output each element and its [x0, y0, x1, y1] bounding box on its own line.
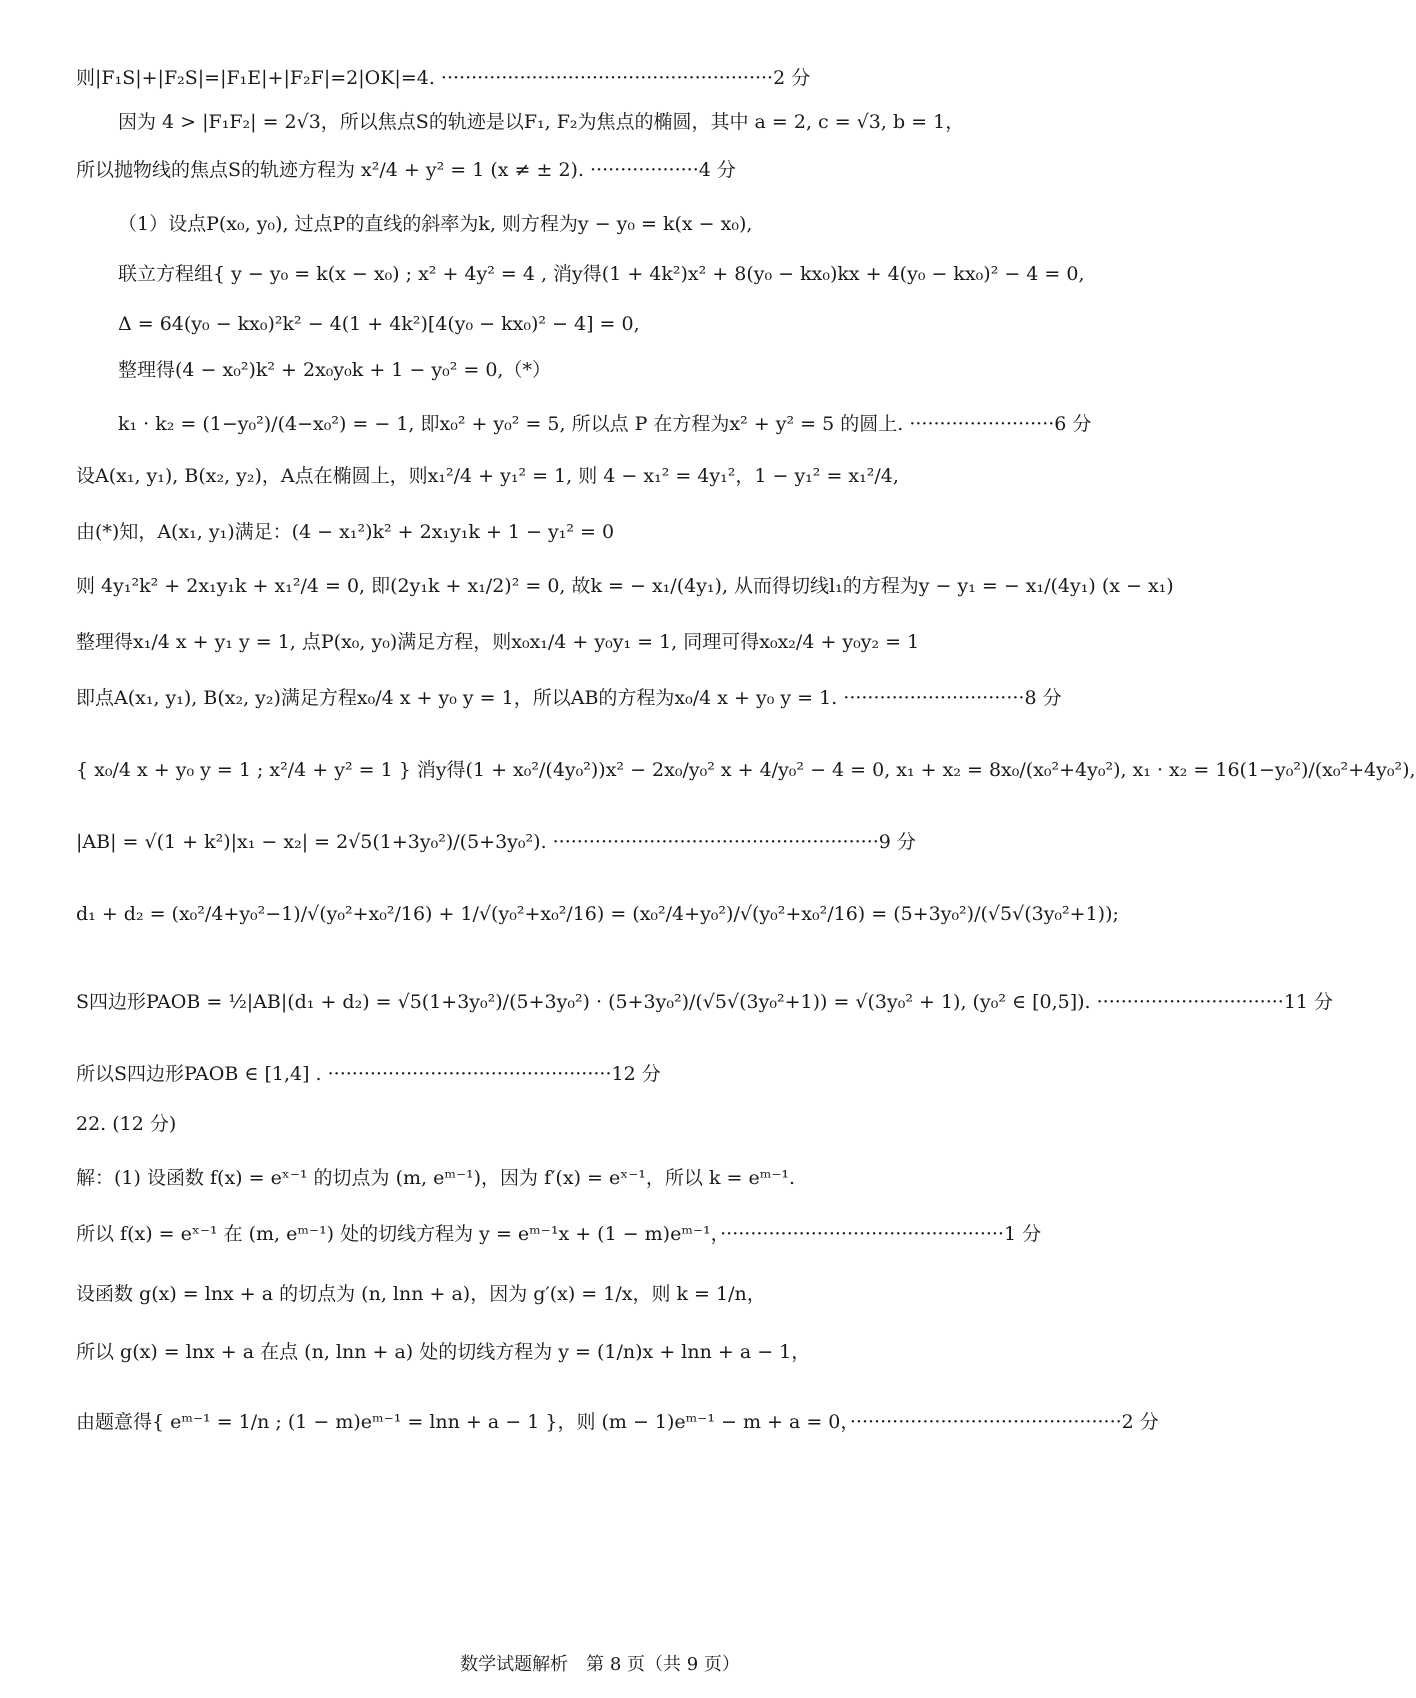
page-footer: 数学试题解析 第 8 页（共 9 页）	[460, 1654, 740, 1675]
text-line: Δ = 64(y₀ − kx₀)²k² − 4(1 + 4k²)[4(y₀ − kx₀)² − 4] = 0,	[118, 313, 640, 335]
text-line: 设函数 g(x) = lnx + a 的切点为 (n, lnn + a)，因为 g′(x) = 1/x，则 k = 1/n，	[76, 1283, 766, 1305]
text-line: 所以抛物线的焦点S的轨迹方程为 x²/4 + y² = 1 (x ≠ ± 2). ··················4 分	[76, 159, 736, 181]
text-line: 即点A(x₁, y₁), B(x₂, y₂)满足方程x₀/4 x + y₀ y = 1，所以AB的方程为x₀/4 x + y₀ y = 1. ······························8 分	[76, 687, 1062, 709]
text-line: 所以S四边形PAOB ∈ [1,4] . ···············································12 分	[76, 1063, 661, 1085]
text-line: 由题意得{ eᵐ⁻¹ = 1/n ; (1 − m)eᵐ⁻¹ = lnn + a − 1 }，则 (m − 1)eᵐ⁻¹ − m + a = 0，·············································2 分	[76, 1411, 1159, 1433]
text-line: |AB| = √(1 + k²)|x₁ − x₂| = 2√5(1+3y₀²)/(5+3y₀²). ······················································9 分	[76, 831, 916, 853]
text-line: 因为 4 > |F₁F₂| = 2√3，所以焦点S的轨迹是以F₁, F₂为焦点的椭圆，其中 a = 2, c = √3, b = 1，	[118, 111, 965, 133]
text-line: 则|F₁S|+|F₂S|=|F₁E|+|F₂F|=2|OK|=4. ·······················································2 分	[76, 67, 811, 89]
text-line: S四边形PAOB = ½|AB|(d₁ + d₂) = √5(1+3y₀²)/(5+3y₀²) · (5+3y₀²)/(√5√(3y₀²+1)) = √(3y₀² + 1), (y₀² ∈ [0,5]). ·······························11 分	[76, 991, 1334, 1013]
text-line: 所以 g(x) = lnx + a 在点 (n, lnn + a) 处的切线方程为 y = (1/n)x + lnn + a − 1，	[76, 1341, 811, 1363]
text-line: d₁ + d₂ = (x₀²/4+y₀²−1)/√(y₀²+x₀²/16) + 1/√(y₀²+x₀²/16) = (x₀²/4+y₀²)/√(y₀²+x₀²/16) = (5+3y₀²)/(√5√(3y₀²+1));	[76, 903, 1119, 925]
text-line: 由(*)知，A(x₁, y₁)满足：(4 − x₁²)k² + 2x₁y₁k + 1 − y₁² = 0	[76, 521, 615, 543]
text-line: k₁ · k₂ = (1−y₀²)/(4−x₀²) = − 1, 即x₀² + y₀² = 5, 所以点 P 在方程为x² + y² = 5 的圆上. ························6 分	[118, 413, 1092, 435]
text-line: 整理得(4 − x₀²)k² + 2x₀y₀k + 1 − y₀² = 0,（*）	[118, 359, 551, 381]
text-line: { x₀/4 x + y₀ y = 1 ; x²/4 + y² = 1 } 消y得(1 + x₀²/(4y₀²))x² − 2x₀/y₀² x + 4/y₀² − 4 = 0, x₁ + x₂ = 8x₀/(x₀²+4y₀²), x₁ · x₂ = 16(1−y₀²)/(x₀²+4y₀²),	[76, 759, 1416, 781]
text-line: （1）设点P(x₀, y₀), 过点P的直线的斜率为k, 则方程为y − y₀ = k(x − x₀),	[118, 213, 753, 235]
text-line: 所以 f(x) = eˣ⁻¹ 在 (m, eᵐ⁻¹) 处的切线方程为 y = eᵐ⁻¹x + (1 − m)eᵐ⁻¹，···············································1 分	[76, 1223, 1042, 1245]
section-heading: 22. (12 分)	[76, 1113, 177, 1135]
text-line: 则 4y₁²k² + 2x₁y₁k + x₁²/4 = 0, 即(2y₁k + x₁/2)² = 0, 故k = − x₁/(4y₁), 从而得切线l₁的方程为y − y₁ = − x₁/(4y₁) (x − x₁)	[76, 575, 1174, 597]
text-line: 联立方程组{ y − y₀ = k(x − x₀) ; x² + 4y² = 4 , 消y得(1 + 4k²)x² + 8(y₀ − kx₀)kx + 4(y₀ − kx₀)² − 4 = 0,	[118, 263, 1085, 285]
text-line: 整理得x₁/4 x + y₁ y = 1, 点P(x₀, y₀)满足方程，则x₀x₁/4 + y₀y₁ = 1, 同理可得x₀x₂/4 + y₀y₂ = 1	[76, 631, 920, 653]
text-line: 设A(x₁, y₁), B(x₂, y₂)，A点在椭圆上，则x₁²/4 + y₁² = 1, 则 4 − x₁² = 4y₁²，1 − y₁² = x₁²/4,	[76, 465, 899, 487]
text-line: 解：(1) 设函数 f(x) = eˣ⁻¹ 的切点为 (m, eᵐ⁻¹)，因为 f′(x) = eˣ⁻¹，所以 k = eᵐ⁻¹.	[76, 1167, 796, 1189]
